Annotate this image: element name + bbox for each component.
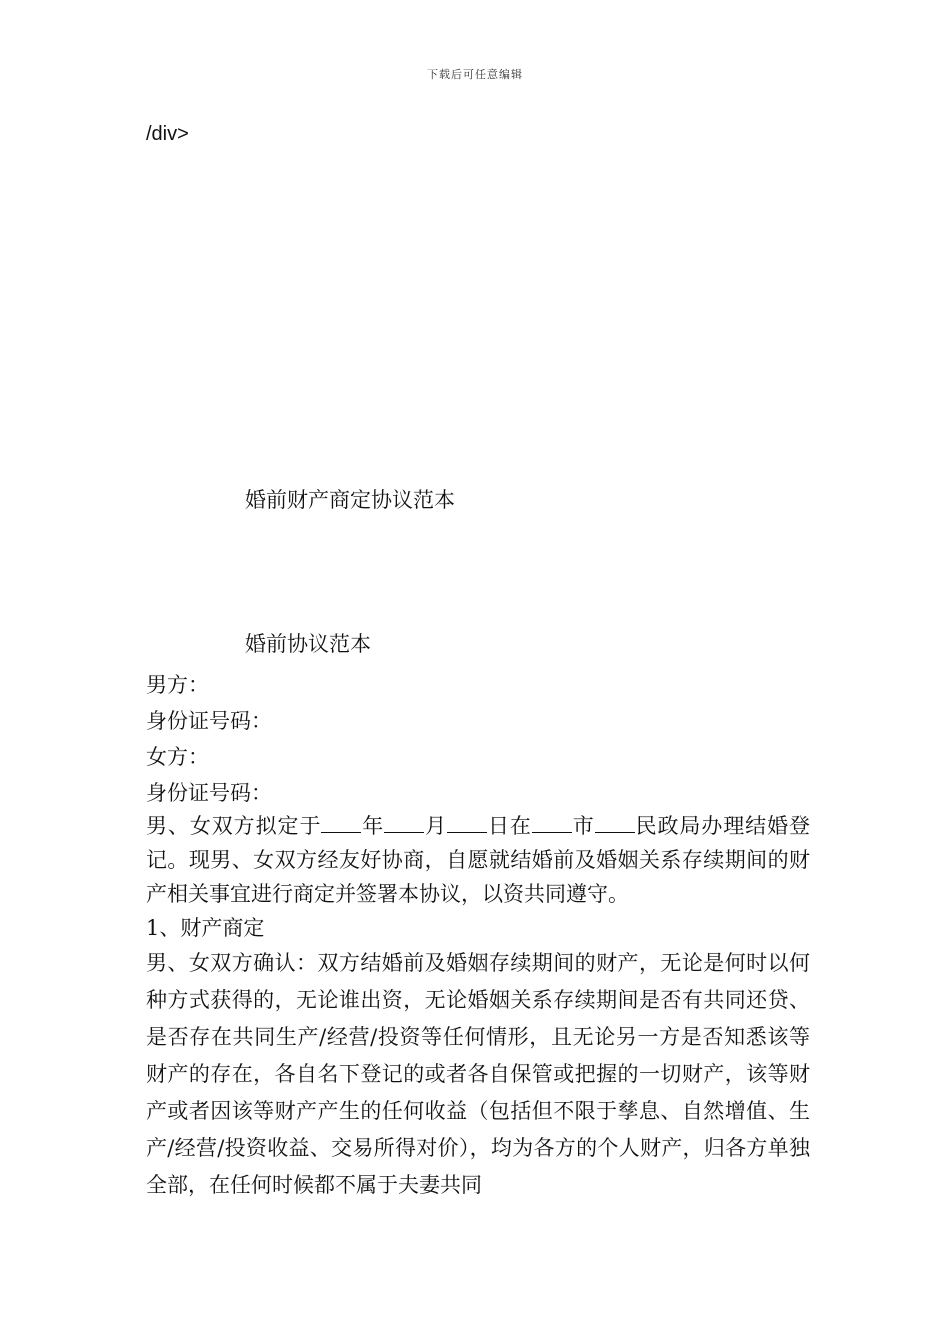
intro-text-5: 市 [571,814,595,838]
female-party-label: 女方： [146,745,209,769]
agreement-body [146,809,810,1204]
month-blank [384,812,424,833]
male-party-label: 男方： [146,673,209,697]
document-title: 婚前财产商定协议范本 [245,488,455,512]
day-blank [447,812,487,833]
city-blank [532,812,572,833]
intro-text-1: 男、女双方拟定于 [146,814,322,838]
bureau-blank [595,812,635,833]
intro-text-6: 民政局办理结婚登记。现男、女双方经友好协商，自愿就结婚前及婚姻关系存续期间的财产相关事宜进行商定并签署本协议，以资共同遵守。 [146,814,811,906]
intro-text-3: 月 [424,814,448,838]
intro-text-4: 日在 [487,814,532,838]
intro-text-2: 年 [361,814,385,838]
stray-html-tag-text: /div> [146,123,189,145]
female-id-number-label: 身份证号码： [146,781,272,805]
section-1-heading: 1、财产商定 [146,916,265,940]
page-header-note: 下载后可任意编辑 [427,68,523,81]
section-1-clause: 男、女双方确认：双方结婚前及婚姻存续期间的财产，无论是何时以何种方式获得的，无论谁出资，无论婚姻关系存续期间是否有共同还贷、是否存在共同生产/经营/投资等任何情形，且无论另一方是否知悉该等财产的存在，各自名下登记的或者各自保管或把握的一切财产，该等财产或者因该等财产产生的任何收益（包括但不限于孳息、自然增值、生产/经营/投资收益、交易所得对价），均为各方的个人财产，归各方单独全部，在任何时候都不属于夫妻共同 [146,951,810,1197]
party-info-fields [146,667,816,811]
document-subtitle: 婚前协议范本 [245,632,371,656]
year-blank [321,812,361,833]
male-id-number-label: 身份证号码： [146,709,272,733]
intro-paragraph [146,809,810,911]
